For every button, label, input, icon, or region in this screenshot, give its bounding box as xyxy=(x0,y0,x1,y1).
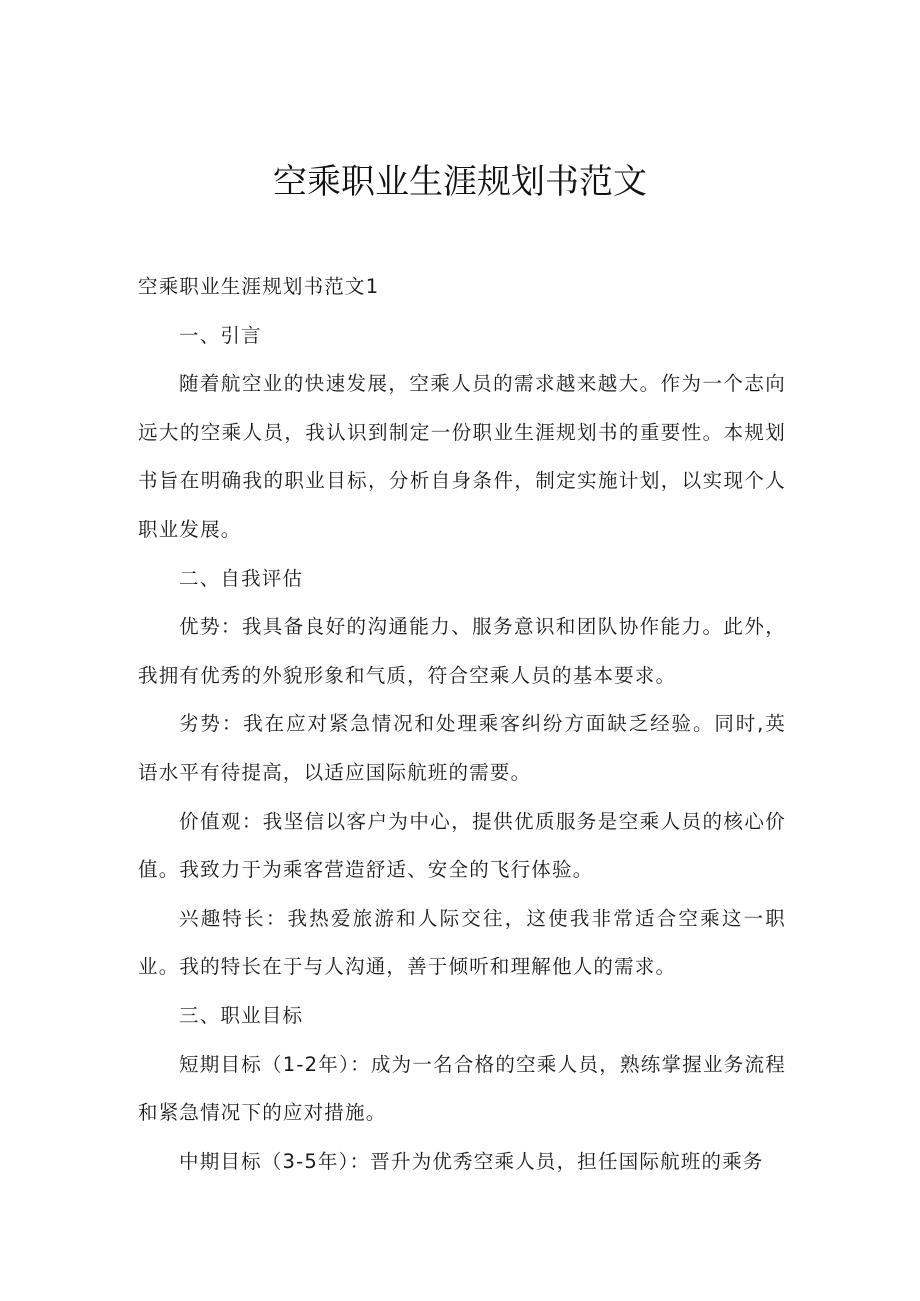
section-heading-goals: 三、职业目标 xyxy=(179,1003,304,1027)
document-body xyxy=(138,263,786,1186)
paragraph-strengths: 优势：我具备良好的沟通能力、服务意识和团队协作能力。此外，我拥有优秀的外貌形象和气质，符合空乘人员的基本要求。 xyxy=(138,615,786,687)
paragraph-values: 价值观：我坚信以客户为中心，提供优质服务是空乘人员的核心价值。我致力于为乘客营造舒适、安全的飞行体验。 xyxy=(138,809,786,882)
paragraph-intro: 随着航空业的快速发展，空乘人员的需求越来越大。作为一个志向远大的空乘人员，我认识到制定一份职业生涯规划书的重要性。本规划书旨在明确我的职业目标，分析自身条件，制定实施计划，以实现个人职业发展。 xyxy=(138,372,786,541)
paragraph-mid-term-goal: 中期目标（3-5年）：晋升为优秀空乘人员，担任国际航班的乘务 xyxy=(179,1149,764,1173)
paragraph-short-term-goal: 短期目标（1-2年）：成为一名合格的空乘人员，熟练掌握业务流程和紧急情况下的应对措施。 xyxy=(138,1052,786,1125)
paragraph-interests: 兴趣特长：我热爱旅游和人际交往，这使我非常适合空乘这一职业。我的特长在于与人沟通，善于倾听和理解他人的需求。 xyxy=(138,906,786,979)
document-title: 空乘职业生涯规划书范文 xyxy=(273,162,647,202)
section-heading-intro: 一、引言 xyxy=(179,323,262,347)
document-subtitle: 空乘职业生涯规划书范文1 xyxy=(138,275,380,298)
paragraph-weaknesses: 劣势：我在应对紧急情况和处理乘客纠纷方面缺乏经验。同时,英语水平有待提高，以适应国际航班的需要。 xyxy=(138,712,786,784)
section-heading-self-evaluation: 二、自我评估 xyxy=(179,566,304,590)
